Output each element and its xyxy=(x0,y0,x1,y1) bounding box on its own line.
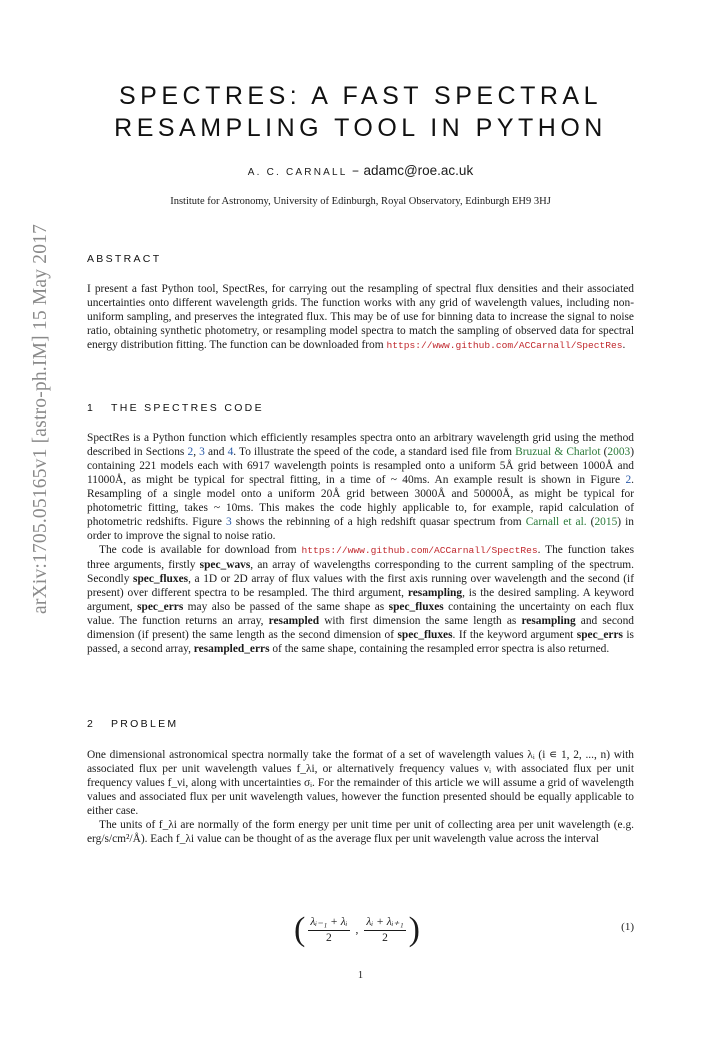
citation-carnall-link[interactable]: Carnall et al. xyxy=(525,516,587,528)
text-run: . Resampling of a single model onto a uniform 20Å grid between 3000Å and 50000Å, as might be typical for photometric fitting, takes ~ 10ms. This makes the code highly applicable to, for example, rapid calculation of photometric redshifts. Figure xyxy=(87,474,634,528)
section-1-heading xyxy=(87,402,264,414)
arg-spec-fluxes: spec_fluxes xyxy=(397,629,453,641)
equation-1 xyxy=(87,911,634,1054)
abstract-body: I present a fast Python tool, SpectRes, for carrying out the resampling of spectral flux densities and their associated uncertainties onto different wavelength grids. The function works with any grid of wavelength values, including non-uniform sampling, and preserves the integrated flux. This may be of use for binning data to increase the signal to noise ratio, obtaining synthetic photometry, or resampling model spectra to match the sampling of observed data for spectral energy distribution fitting. The function can be downloaded from xyxy=(87,283,634,351)
return-resampled: resampled xyxy=(268,615,320,627)
arg-spec-wavs: spec_wavs xyxy=(199,559,251,571)
text-run: containing the uncertainty on each flux value. The function returns an array, xyxy=(87,601,634,627)
section-2-paragraph-2: The units of f_λi are normally of the form energy per unit time per unit of collecting area per unit wavelength (e.g. erg/s/cm²/Å). Each f_λi value can be thought of as the average flux per unit wavelength value across the interval xyxy=(87,819,634,845)
citation-carnall-year-link[interactable]: 2015 xyxy=(594,516,618,528)
arg-resampling: resampling xyxy=(407,587,463,599)
arg-spec-fluxes: spec_fluxes xyxy=(133,573,189,585)
arg-spec-errs: spec_errs xyxy=(137,601,184,613)
section-1-paragraph-2 xyxy=(87,543,634,656)
arg-spec-errs: spec_errs xyxy=(576,629,623,641)
text-run: ( xyxy=(600,446,608,458)
text-run: SpectRes is a Python function which efficiently resamples spectra onto an arbitrary wavelength grid using the method described in Sections xyxy=(87,432,634,458)
affiliation: Institute for Astronomy, University of Edinburgh, Royal Observatory, Edinburgh EH9 3HJ xyxy=(170,196,551,207)
title-line-2: RESAMPLING TOOL IN PYTHON xyxy=(114,114,607,142)
citation-bruzual-year-link[interactable]: 2003 xyxy=(607,446,631,458)
arxiv-identifier-stamp: arXiv:1705.05165v1 [astro-ph.IM] 15 May 2017 xyxy=(30,223,51,614)
text-run: , xyxy=(193,446,200,458)
equation-number: (1) xyxy=(621,921,634,933)
text-run: , is the desired sampling. A keyword argument, xyxy=(87,587,634,613)
author-email[interactable]: adamc@roe.ac.uk xyxy=(363,163,474,178)
code-url-link[interactable]: https://www.github.com/ACCarnall/SpectRes xyxy=(301,545,538,556)
text-run: with first dimension the same length as xyxy=(319,615,522,627)
text-run: . To illustrate the speed of the code, a standard ised file from xyxy=(233,446,516,458)
abstract-heading: ABSTRACT xyxy=(87,253,162,265)
text-run: and xyxy=(204,446,228,458)
fraction-1-numerator: λᵢ₋₁ + λᵢ xyxy=(308,916,349,931)
fraction-2-denominator: 2 xyxy=(382,931,388,944)
section-2-body xyxy=(87,748,634,846)
text-run: ) in order to improve the signal to noise ratio. xyxy=(87,516,634,542)
section-ref-2-link[interactable]: 2 xyxy=(187,446,194,458)
section-2-paragraph-1: One dimensional astronomical spectra normally take the format of a set of wavelength values λᵢ (i ∊ 1, 2, ..., n) with associated flux per unit wavelength values f_λi, or alternatively frequency values νᵢ with associated flux per unit frequency values f_νi, along with uncertainties σᵢ. For the remainder of this article we will assume a grid of wavelength values and associated flux per unit wavelength values, however the function presented should be equally applicable to either case. xyxy=(87,749,634,817)
arg-resampling: resampling xyxy=(521,615,576,627)
equation-left-paren: ( xyxy=(294,911,306,948)
equation-body xyxy=(294,908,420,952)
text-run: shows the rebinning of a high redshift quasar spectrum from xyxy=(231,516,526,528)
title-line-1: SPECTRES: A FAST SPECTRAL xyxy=(119,82,602,110)
equation-right-paren: ) xyxy=(408,911,420,948)
section-2-title: PROBLEM xyxy=(111,718,179,730)
figure-ref-2-link[interactable]: 2 xyxy=(625,474,632,486)
figure-ref-3-link[interactable]: 3 xyxy=(226,516,232,528)
section-2-number: 2 xyxy=(87,718,93,730)
abstract-end: . xyxy=(622,339,626,351)
text-run: may also be passed of the same shape as xyxy=(183,601,389,613)
abstract-url-link[interactable]: https://www.github.com/ACCarnall/SpectRes xyxy=(386,340,623,351)
text-run: ) containing 221 models each with 6917 wavelength points is resampled onto a uniform 5Å grid between 1000Å and 11000Å, as might be typical for spectral fitting, in a time of ~ 40ms. An example result is shown in Figure xyxy=(87,446,634,486)
return-resampled-errs: resampled_errs xyxy=(193,643,270,655)
text-run: . The function takes three arguments, firstly xyxy=(87,544,634,571)
text-run: ( xyxy=(586,516,595,528)
citation-bruzual-charlot-link[interactable]: Bruzual & Charlot xyxy=(515,446,601,458)
text-run: . If the keyword argument xyxy=(452,629,577,641)
paper-title xyxy=(87,80,634,144)
arg-spec-fluxes: spec_fluxes xyxy=(388,601,444,613)
section-1-body xyxy=(87,431,634,656)
text-run: and second dimension (if present) the same length as the second dimension of xyxy=(87,615,634,641)
page-number: 1 xyxy=(357,970,364,981)
section-ref-3-link[interactable]: 3 xyxy=(199,446,205,458)
equation-comma: , xyxy=(355,924,359,936)
text-run: The code is available for download from xyxy=(99,544,302,556)
author-separator: – xyxy=(347,163,364,179)
fraction-2-numerator: λᵢ + λᵢ₊₁ xyxy=(364,916,405,931)
text-run: is passed, a second array, xyxy=(87,629,634,655)
abstract-text xyxy=(87,282,634,353)
section-1-title: THE SPECTRES CODE xyxy=(111,402,264,414)
author-line xyxy=(87,162,634,182)
section-1-paragraph-1 xyxy=(87,431,634,543)
section-2-heading xyxy=(87,718,178,730)
fraction-2 xyxy=(364,916,405,945)
fraction-1-denominator: 2 xyxy=(326,931,332,944)
fraction-1 xyxy=(308,916,349,945)
text-run: , an array of wavelengths corresponding to the current sampling of the spectrum. Secondly xyxy=(87,559,634,585)
author-name: A. C. CARNALL xyxy=(247,167,348,178)
section-ref-4-link[interactable]: 4 xyxy=(227,446,234,458)
text-run: , a 1D or 2D array of flux values with the first axis running over wavelength and the second (if present) over different spectra to be resampled. The third argument, xyxy=(87,573,634,599)
section-1-number: 1 xyxy=(87,402,93,414)
text-run: of the same shape, containing the resampled error spectra is also returned. xyxy=(269,643,610,655)
